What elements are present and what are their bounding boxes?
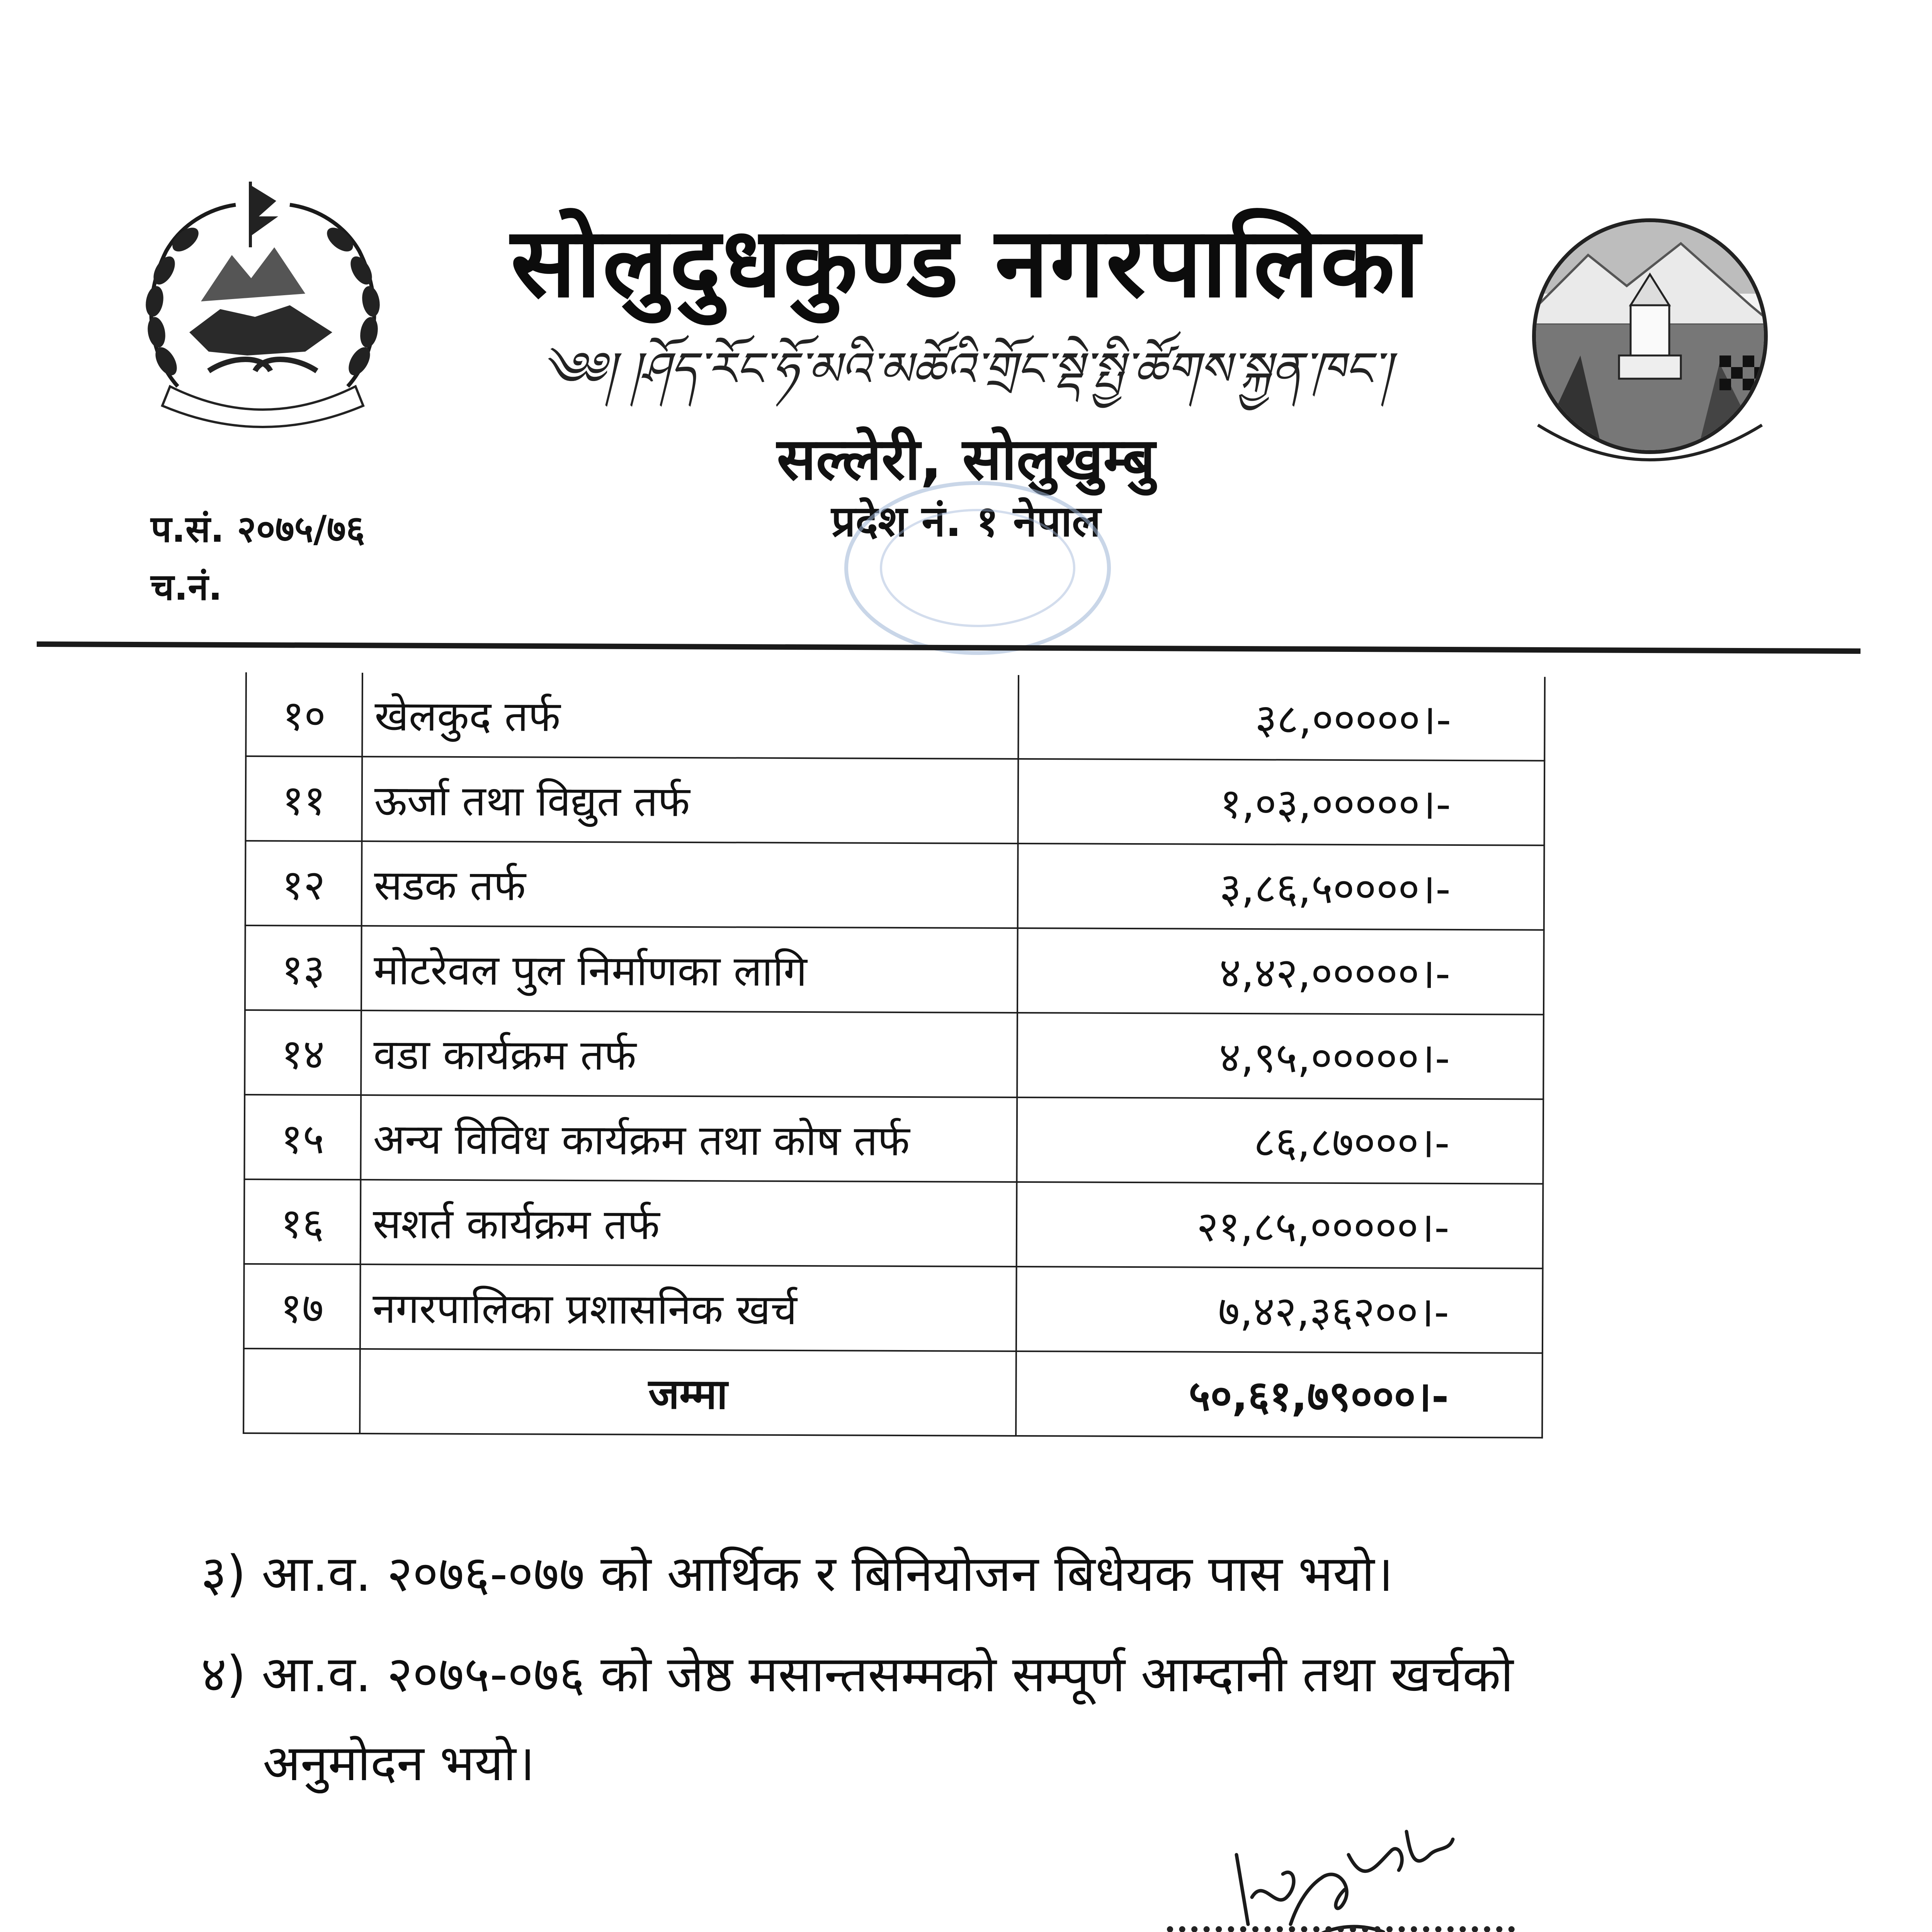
table-row <box>245 841 1544 930</box>
row-serial: १५ <box>244 1095 361 1180</box>
decision-item-3: ३) आ.व. २०७६-०७७ को आर्थिक र बिनियोजन बिधेयक पास भयो। <box>201 1545 1393 1603</box>
row-serial: ११ <box>245 756 362 841</box>
row-amount: ३,८६,५००००।- <box>1018 844 1544 930</box>
handwritten-signature <box>1182 1808 1499 1932</box>
row-amount: २१,८५,०००००।- <box>1017 1182 1543 1269</box>
table-row <box>245 756 1544 845</box>
table-row <box>244 1264 1543 1353</box>
decision-item-4: ४) आ.व. २०७५-०७६ को जेष्ठ मसान्तसम्मको सम्पूर्ण आम्दानी तथा खर्चको <box>201 1646 1514 1703</box>
row-description: सशर्त कार्यक्रम तर्फ <box>360 1180 1017 1267</box>
organization-name-tibetan: ༄༅། །ཤོད་རོང་ཧོ་མའི་མཚོའི་གྲོང་སྡེ་སྤྱི་ཚོགས་སྐྱན་ཁང་། <box>540 342 1392 396</box>
table-row <box>245 1010 1544 1099</box>
row-amount: ४,९५,०००००।- <box>1017 1013 1544 1099</box>
table-row <box>246 672 1545 761</box>
budget-table-body <box>243 672 1545 1438</box>
row-description: मोटरेवल पुल निर्माणका लागि <box>361 926 1018 1013</box>
row-amount: १,०३,०००००।- <box>1018 759 1545 845</box>
decision-item-4-continued: अनुमोदन भयो। <box>263 1735 535 1792</box>
dispatch-number: च.नं. <box>151 566 223 609</box>
row-serial: १० <box>246 672 362 757</box>
table-total-row <box>243 1349 1543 1438</box>
total-serial-empty <box>243 1349 360 1434</box>
total-label: जम्मा <box>360 1349 1016 1436</box>
faint-office-stamp <box>831 471 1124 665</box>
row-serial: १६ <box>244 1179 361 1264</box>
row-description: ऊर्जा तथा विद्युत तर्फ <box>362 757 1018 844</box>
organization-address: सल्लेरी, सोलुखुम्बु <box>777 426 1155 493</box>
row-amount: ४,४२,०००००।- <box>1017 928 1544 1015</box>
row-serial: १२ <box>245 841 362 926</box>
row-description: अन्य विविध कार्यक्रम तथा कोष तर्फ <box>361 1095 1017 1182</box>
row-amount: ३८,०००००।- <box>1018 675 1545 761</box>
row-amount: ७,४२,३६२००।- <box>1016 1267 1543 1353</box>
table-row <box>245 925 1544 1015</box>
row-serial: १३ <box>245 925 362 1010</box>
organization-name: सोलुदुधकुण्ड नगरपालिका <box>510 206 1422 319</box>
total-amount: ५०,६१,७९०००।- <box>1016 1351 1543 1438</box>
row-serial: १४ <box>245 1010 361 1095</box>
signature-line <box>1167 1926 1515 1932</box>
reference-number: प.सं. २०७५/७६ <box>151 508 365 551</box>
table-row <box>244 1095 1543 1184</box>
row-description: सडक तर्फ <box>362 841 1018 928</box>
row-amount: ८६,८७०००।- <box>1017 1097 1544 1184</box>
budget-allocation-table <box>243 672 1546 1439</box>
nepal-coat-of-arms-emblem <box>124 170 402 440</box>
municipality-logo-emblem <box>1503 209 1797 495</box>
row-serial: १७ <box>244 1264 361 1349</box>
row-description: खेलकुद तर्फ <box>362 673 1019 759</box>
organization-province: प्रदेश नं. १ नेपाल <box>831 497 1101 546</box>
row-description: वडा कार्यक्रम तर्फ <box>361 1010 1017 1097</box>
row-description: नगरपालिका प्रशासनिक खर्च <box>360 1264 1017 1351</box>
table-row <box>244 1179 1543 1269</box>
